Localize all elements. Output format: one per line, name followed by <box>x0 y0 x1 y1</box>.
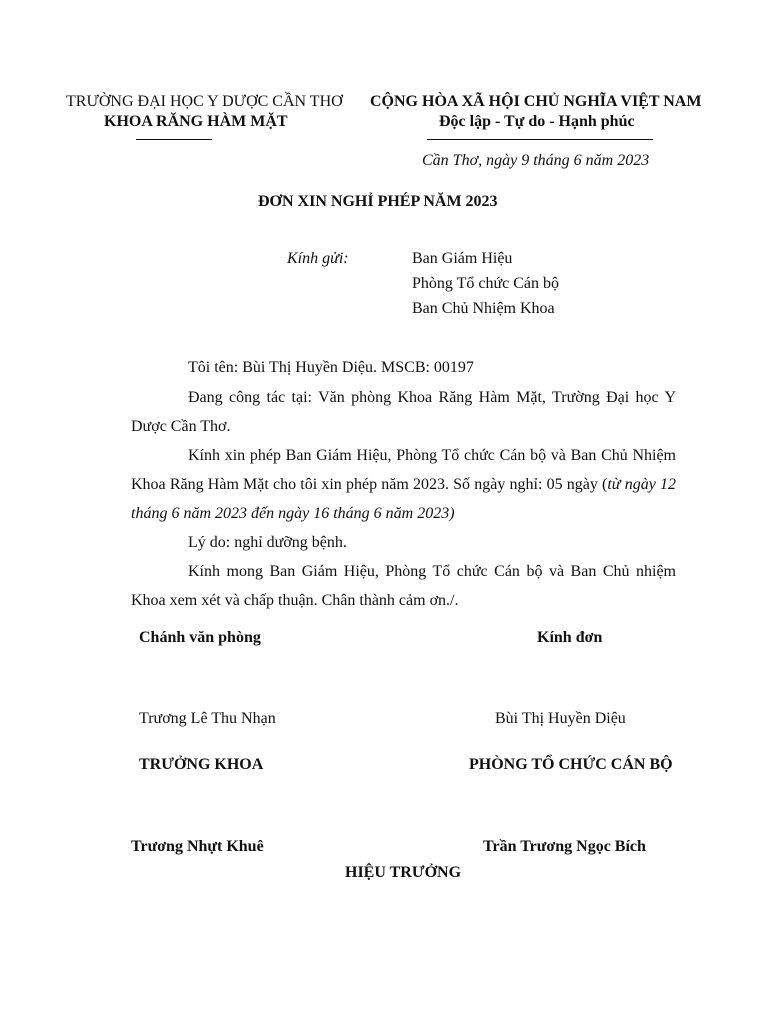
date-line: Cần Thơ, ngày 9 tháng 6 năm 2023 <box>422 152 650 169</box>
recipient-item: Ban Giám Hiệu <box>412 250 513 267</box>
dean-name: Trương Nhựt Khuê <box>131 838 264 855</box>
applicant-title: Kính đơn <box>537 629 603 646</box>
document-title: ĐƠN XIN NGHỈ PHÉP NĂM 2023 <box>258 193 498 210</box>
paragraph-text: Kính xin phép Ban Giám Hiệu, Phòng Tổ chức Cán bộ và Ban Chủ Nhiệm Khoa Răng Hàm Mặt cho tôi xin phép năm 2023. Số ngày nghỉ: 05 ngày ( <box>131 447 676 493</box>
paragraph-text: Đang công tác tại: Văn phòng Khoa Răng Hàm Mặt, Trường Đại học Y Dược Cần Thơ. <box>131 389 676 435</box>
header-left-underline <box>136 139 212 140</box>
faculty-name: KHOA RĂNG HÀM MẶT <box>104 113 288 130</box>
republic-heading: CỘNG HÒA XÃ HỘI CHỦ NGHĨA VIỆT NAM <box>370 93 702 110</box>
paragraph-text: Tôi tên: Bùi Thị Huyền Diệu. MSCB: 00197 <box>188 359 474 376</box>
recipient-item: Ban Chủ Nhiệm Khoa <box>412 300 555 317</box>
personnel-name: Trần Trương Ngọc Bích <box>483 838 646 855</box>
recipients-label: Kính gửi: <box>287 250 349 267</box>
office-chief-title: Chánh văn phòng <box>139 629 261 646</box>
body-paragraph-name <box>131 353 676 382</box>
office-chief-name: Trương Lê Thu Nhạn <box>139 710 276 727</box>
body-paragraph-workplace <box>131 383 676 441</box>
school-name: TRƯỜNG ĐẠI HỌC Y DƯỢC CẦN THƠ <box>66 93 343 110</box>
body-paragraph-reason <box>131 528 676 557</box>
body-paragraph-request <box>131 441 676 528</box>
header-right-underline <box>427 139 653 140</box>
leave-period: từ ngày 12 tháng 6 năm 2023 đến ngày 16 tháng 6 năm 2023) <box>131 476 676 522</box>
recipient-item: Phòng Tổ chức Cán bộ <box>412 275 560 292</box>
motto: Độc lập - Tự do - Hạnh phúc <box>439 113 635 130</box>
paragraph-text: Kính mong Ban Giám Hiệu, Phòng Tổ chức Cán bộ và Ban Chủ nhiệm Khoa xem xét và chấp thuận. Chân thành cảm ơn./. <box>131 563 676 609</box>
paragraph-text: Lý do: nghỉ dưỡng bệnh. <box>188 534 347 551</box>
rector-title: HIỆU TRƯỞNG <box>345 864 462 881</box>
personnel-title: PHÒNG TỔ CHỨC CÁN BỘ <box>469 756 673 773</box>
applicant-name: Bùi Thị Huyền Diệu <box>495 710 626 727</box>
body-paragraph-closing <box>131 557 676 615</box>
dean-title: TRƯỞNG KHOA <box>139 756 264 773</box>
